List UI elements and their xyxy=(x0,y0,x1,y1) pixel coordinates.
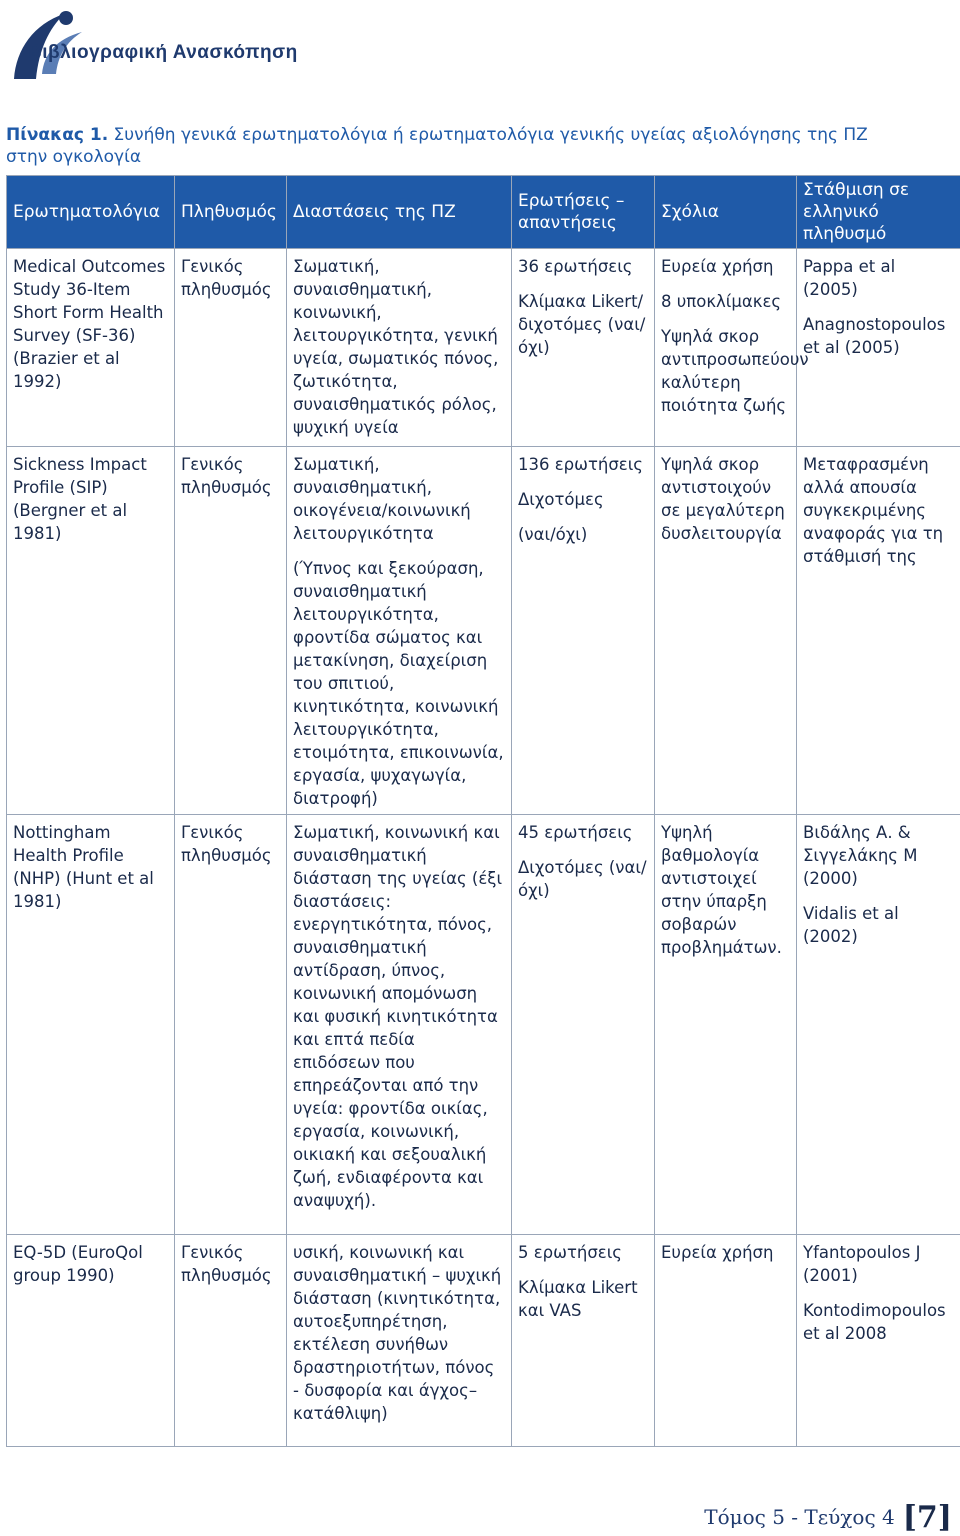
comment-line: 8 υποκλίμακες xyxy=(661,292,782,311)
answer-scale: (ναι/όχι) xyxy=(518,525,588,544)
section-title: Βιβλιογραφική Ανασκόπηση xyxy=(28,42,298,63)
caption-text: Συνήθη γενικά ερωτηματολόγια ή ερωτηματολόγια γενικής υγείας αξιολόγησης της ΠΖ στην ογκολογία xyxy=(6,125,868,167)
dimension-text: Σωματική, συναισθηματική, οικογένεια/κοινωνική λειτουργικότητα xyxy=(293,455,471,543)
cell-greek-weighting xyxy=(797,815,960,1235)
cell-questionnaire: Sickness Impact Profile (SIP) (Bergner et al 1981) xyxy=(7,447,175,815)
question-count: 36 ερωτήσεις xyxy=(518,257,633,276)
question-count: 5 ερωτήσεις xyxy=(518,1243,622,1262)
cell-dimensions xyxy=(287,815,512,1235)
comment-line: Υψηλά σκορ αντιστοιχούν σε μεγαλύτερη δυσλειτουργία xyxy=(661,455,785,543)
reference: Yfantopoulos J (2001) xyxy=(803,1243,921,1285)
cell-comments xyxy=(655,815,797,1235)
cell-questions xyxy=(512,249,655,447)
dimension-text: υσική, κοινωνική και συναισθηματική – ψυχική διάσταση (κινητικότητα, αυτοεξυπηρέτηση, εκτέλεση συνήθων δραστηριοτήτων, πόνος - δυσφορία και άγχος–κατάθλιψη) xyxy=(293,1243,502,1423)
cell-comments xyxy=(655,1235,797,1447)
cell-greek-weighting xyxy=(797,1235,960,1447)
caption-label: Πίνακας 1. xyxy=(6,125,109,145)
questionnaire-table xyxy=(6,175,960,1447)
table-row xyxy=(7,815,960,1235)
reference: Pappa et al (2005) xyxy=(803,257,896,299)
cell-population: Γενικός πληθυσμός xyxy=(175,1235,287,1447)
comment-line: Υψηλά σκορ αντιπροσωπεύουν καλύτερη ποιότητα ζωής xyxy=(661,327,809,415)
answer-scale: Κλίμακα Likert/ διχοτόμες (ναι/όχι) xyxy=(518,292,646,357)
cell-questions xyxy=(512,1235,655,1447)
comment-line: Υψηλή βαθμολογία αντιστοιχεί στην ύπαρξη σοβαρών προβλημάτων. xyxy=(661,823,782,957)
header-dimensions: Διαστάσεις της ΠΖ xyxy=(287,176,512,249)
reference: Anagnostopoulos et al (2005) xyxy=(803,315,946,357)
cell-dimensions xyxy=(287,1235,512,1447)
cell-population: Γενικός πληθυσμός xyxy=(175,447,287,815)
page-footer xyxy=(704,1500,952,1534)
comment-line: Ευρεία χρήση xyxy=(661,1243,774,1262)
dimension-text: (Ύπνος και ξεκούραση, συναισθηματική λειτουργικότητα, φροντίδα σώματος και μετακίνηση, διαχείριση του σπιτιού, κινητικότητα, κοινωνική λειτουργικότητα, ετοιμότητα, επικοινωνία, εργασία, ψυχαγωγία, διατροφή) xyxy=(293,559,504,808)
cell-dimensions xyxy=(287,447,512,815)
cell-questionnaire: Nottingham Health Profile (NHP) (Hunt et al 1981) xyxy=(7,815,175,1235)
question-count: 45 ερωτήσεις xyxy=(518,823,633,842)
cell-population: Γενικός πληθυσμός xyxy=(175,249,287,447)
table-caption xyxy=(6,124,906,168)
table-row xyxy=(7,1235,960,1447)
answer-scale: Διχοτόμες xyxy=(518,490,604,509)
cell-questionnaire: Medical Outcomes Study 36-Item Short Form Health Survey (SF-36) (Brazier et al 1992) xyxy=(7,249,175,447)
answer-scale: Κλίμακα Likert και VAS xyxy=(518,1278,638,1320)
header-population: Πληθυσμός xyxy=(175,176,287,249)
table-row xyxy=(7,447,960,815)
dimension-text: Σωματική, συναισθηματική, κοινωνική, λειτουργικότητα, γενική υγεία, σωματικός πόνος, ζωτικότητα, συναισθηματικός ρόλος, ψυχική υγεία xyxy=(293,257,499,437)
question-count: 136 ερωτήσεις xyxy=(518,455,643,474)
cell-comments xyxy=(655,249,809,447)
issue-label: Τόμος 5 - Τεύχος 4 xyxy=(704,1505,895,1529)
table-header-row xyxy=(7,176,960,249)
cell-comments xyxy=(655,447,797,815)
reference: Kontodimopoulos et al 2008 xyxy=(803,1301,946,1343)
cell-questions xyxy=(512,447,655,815)
cell-questions xyxy=(512,815,655,1235)
answer-scale: Διχοτόμες (ναι/όχι) xyxy=(518,858,647,900)
cell-dimensions xyxy=(287,249,512,447)
header-questionnaire: Ερωτηματολόγια xyxy=(7,176,175,249)
reference: Vidalis et al (2002) xyxy=(803,904,899,946)
cell-questionnaire: EQ-5D (EuroQol group 1990) xyxy=(7,1235,175,1447)
comment-line: Ευρεία χρήση xyxy=(661,257,774,276)
page-number: [7] xyxy=(902,1499,952,1535)
cell-greek-weighting xyxy=(797,249,960,447)
dimension-text: Σωματική, κοινωνική και συναισθηματική διάσταση της υγείας (έξι διαστάσεις: ενεργητικότητα, πόνος, συναισθηματική αντίδραση, ύπνος, κοινωνική απομόνωση και φυσική κινητικότητα και επτά πεδία επιδόσεων που επηρεάζονται από την υγεία: φροντίδα οικίας, εργασία, κοινωνική, οικιακή και σεξουαλική ζωή, ενδιαφέροντα και αναψυχή). xyxy=(293,823,503,1210)
page-header xyxy=(0,0,960,90)
reference: Μεταφρασμένη αλλά απουσία συγκεκριμένης αναφοράς για τη στάθμισή της xyxy=(803,455,944,566)
cell-greek-weighting xyxy=(797,447,960,815)
header-comments: Σχόλια xyxy=(655,176,797,249)
cell-population: Γενικός πληθυσμός xyxy=(175,815,287,1235)
reference: Βιδάλης Α. & Σιγγελάκης Μ (2000) xyxy=(803,823,918,888)
table-row xyxy=(7,249,960,447)
header-questions: Ερωτήσεις – απαντήσεις xyxy=(512,176,655,249)
header-greek-weighting: Στάθμιση σε ελληνικό πληθυσμό xyxy=(797,176,960,249)
